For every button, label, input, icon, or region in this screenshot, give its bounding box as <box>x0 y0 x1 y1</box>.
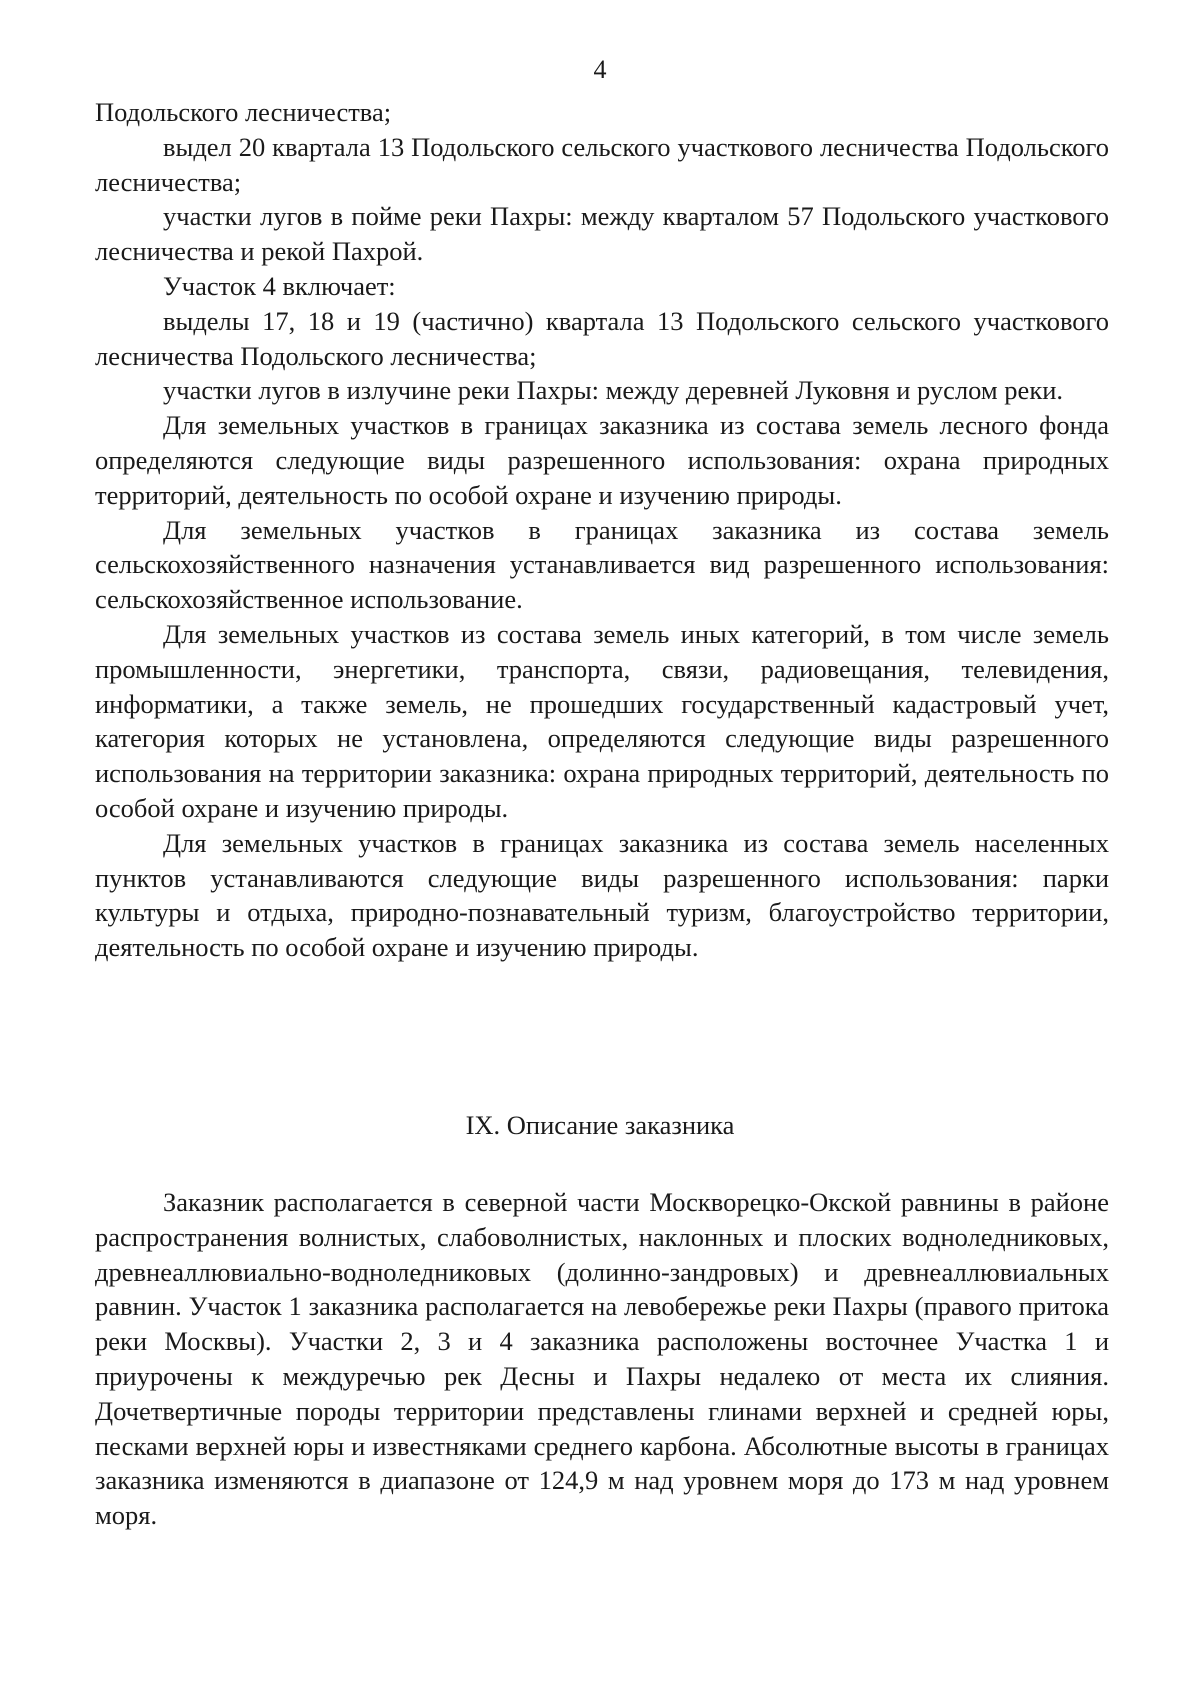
paragraph: Для земельных участков в границах заказника из состава земель населенных пунктов устанавливаются следующие виды разрешенного использования: парки культуры и отдыха, природно-познавательный туризм, благоустройство территории, деятельность по особой охране и изучению природы. <box>95 827 1109 963</box>
paragraph: выдел 20 квартала 13 Подольского сельского участкового лесничества Подольского лесничества; <box>95 131 1109 197</box>
paragraph: Для земельных участков в границах заказника из состава земель сельскохозяйственного назначения устанавливается вид разрешенного использования: сельскохозяйственное использование. <box>95 514 1109 615</box>
paragraph: участки лугов в пойме реки Пахры: между кварталом 57 Подольского участкового лесничества и рекой Пахрой. <box>95 201 1109 267</box>
section-title: IX. Описание заказника <box>465 1110 735 1140</box>
document-body-top <box>95 95 1109 965</box>
paragraph: Для земельных участков из состава земель иных категорий, в том числе земель промышленности, энергетики, транспорта, связи, радиовещания, телевидения, информатики, а также земель, не прошедших государственный кадастровый учет, категория которых не установлена, определяются следующие виды разрешенного использования на территории заказника: охрана природных территорий, деятельность по особой охране и изучению природы. <box>95 618 1109 823</box>
paragraph: Подольского лесничества; <box>95 97 392 127</box>
page-number: 4 <box>593 55 607 84</box>
paragraph: Заказник располагается в северной части Москворецко-Окской равнины в районе распространения волнистых, слабоволнистых, наклонных и плоских водноледниковых, древнеаллювиально-водноледниковых (долинно-зандровых) и древнеаллювиальных равнин. Участок 1 заказника располагается на левобережье реки Пахры (правого притока реки Москвы). Участки 2, 3 и 4 заказника расположены восточнее Участка 1 и приурочены к междуречью рек Десны и Пахры недалеко от места их слияния. Дочетвертичные породы территории представлены глинами верхней и средней юры, песками верхней юры и известняками среднего карбона. Абсолютные высоты в границах заказника изменяются в диапазоне от 124,9 м над уровнем моря до 173 м над уровнем моря. <box>95 1187 1109 1531</box>
paragraph: Для земельных участков в границах заказника из состава земель лесного фонда определяются следующие виды разрешенного использования: охрана природных территорий, деятельность по особой охране и изучению природы. <box>95 410 1109 510</box>
document-body-bottom <box>95 1185 1109 1533</box>
paragraph: участки лугов в излучине реки Пахры: между деревней Луковня и руслом реки. <box>163 375 1064 406</box>
paragraph: Участок 4 включает: <box>163 270 396 301</box>
paragraph: выделы 17, 18 и 19 (частично) квартала 13 Подольского сельского участкового лесничества Подольского лесничества; <box>95 305 1109 371</box>
